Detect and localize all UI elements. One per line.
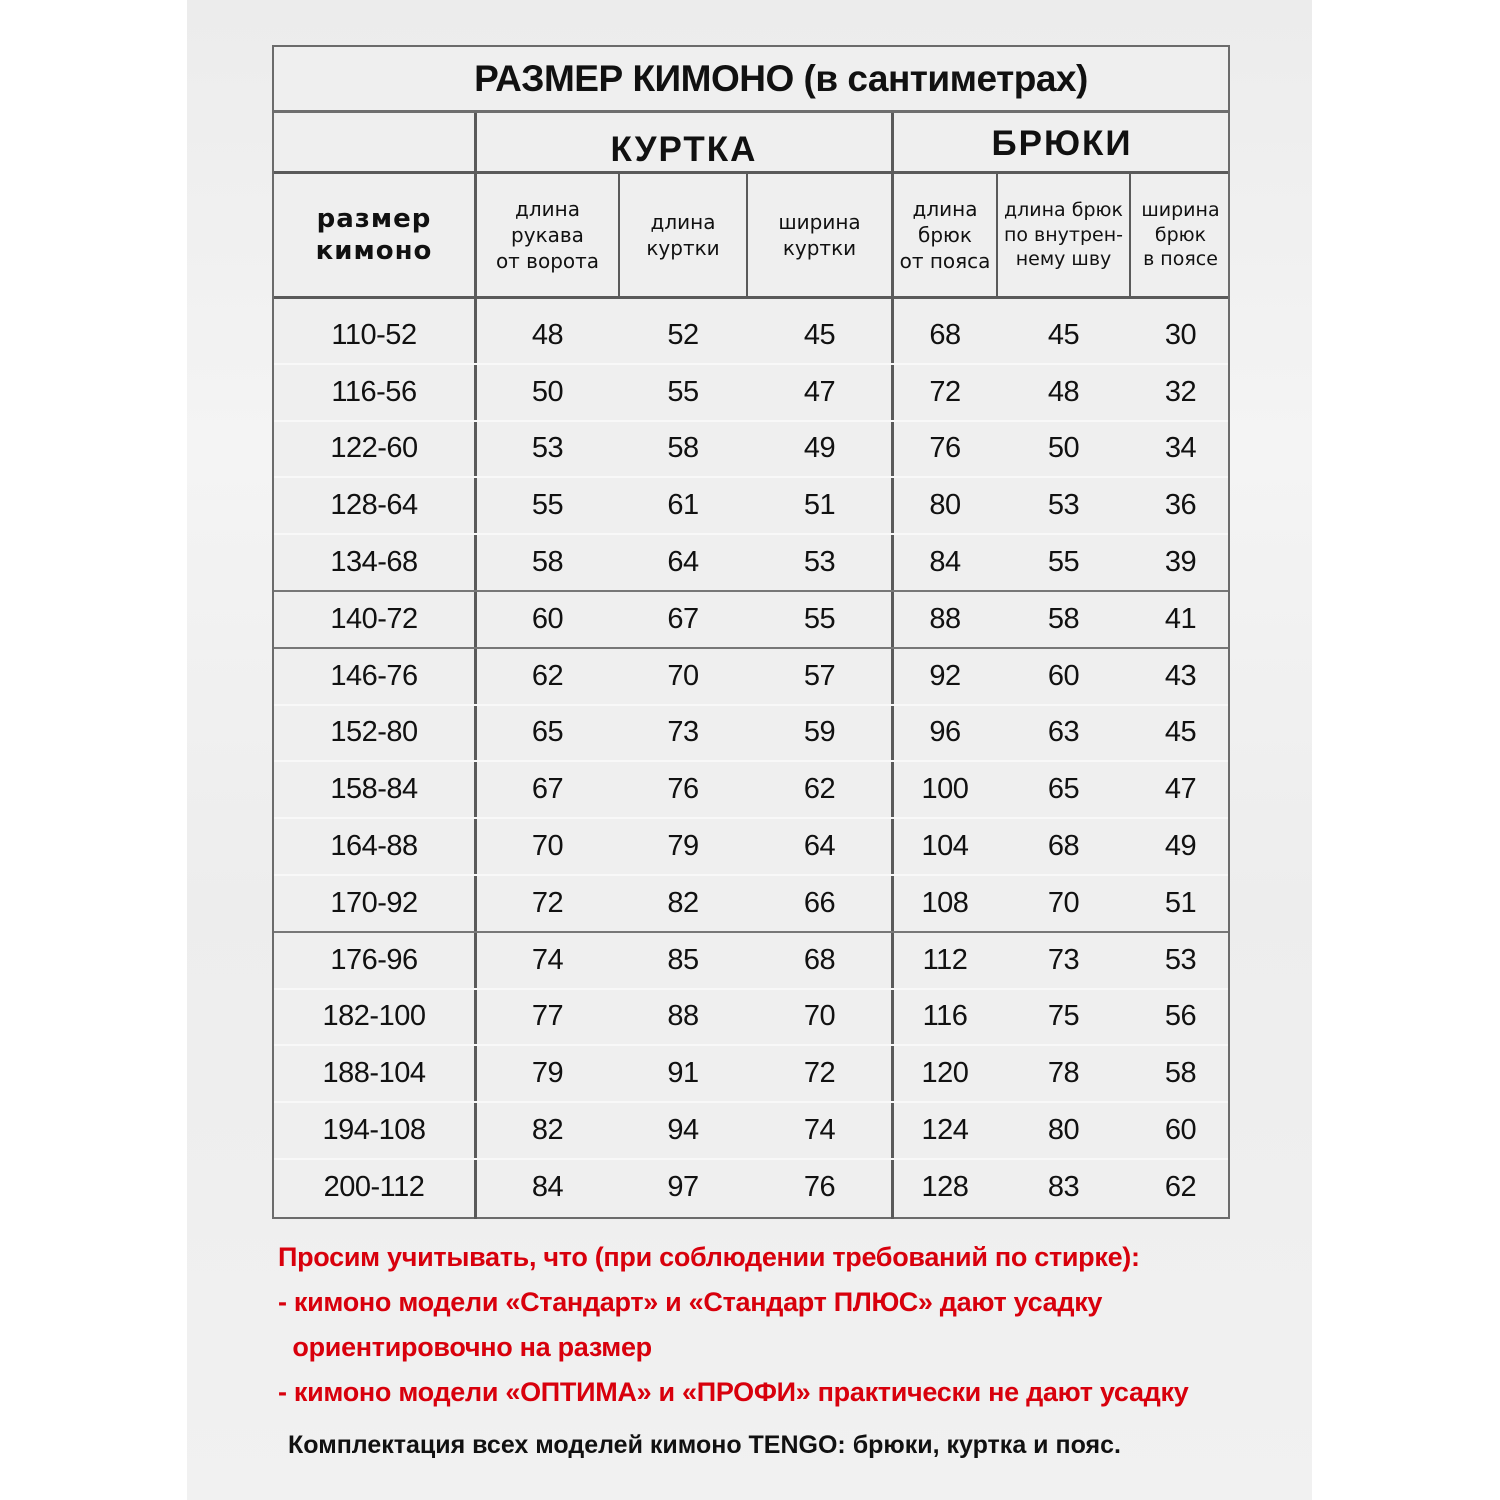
value-cell: 60 [1047, 659, 1080, 692]
value-cell: 80 [929, 489, 961, 522]
column-header-jacket-length: длина куртки [646, 210, 720, 260]
note-line: - кимоно модели «Стандарт» и «Стандарт ПЛЮС» дают усадку [278, 1287, 1103, 1317]
value-cell: 72 [803, 1057, 836, 1090]
value-cell: 70 [803, 1000, 836, 1033]
column-header-jacket-width: ширина куртки [778, 210, 861, 260]
value-cell: 94 [667, 1114, 699, 1147]
value-cell: 88 [929, 602, 961, 635]
value-cell: 34 [1164, 432, 1197, 465]
value-cell: 97 [667, 1170, 699, 1203]
value-cell: 62 [1164, 1170, 1197, 1203]
value-cell: 48 [1047, 375, 1080, 408]
value-cell: 75 [1047, 1000, 1080, 1033]
value-cell: 88 [667, 1000, 699, 1033]
value-cell: 55 [531, 489, 564, 522]
value-cell: 77 [531, 1000, 564, 1033]
value-cell: 78 [1047, 1057, 1080, 1090]
value-cell: 57 [803, 659, 836, 692]
table-row [274, 705, 1228, 762]
table-row [274, 1159, 1228, 1216]
value-cell: 67 [667, 602, 699, 635]
value-cell: 49 [1164, 830, 1197, 863]
value-cell: 58 [531, 546, 564, 579]
value-cell: 68 [803, 943, 836, 976]
value-cell: 74 [803, 1114, 836, 1147]
size-cell: 128-64 [330, 489, 418, 522]
value-cell: 32 [1164, 375, 1197, 408]
value-cell: 108 [921, 886, 969, 919]
size-cell: 122-60 [330, 432, 418, 465]
value-cell: 55 [803, 602, 836, 635]
size-cell: 194-108 [322, 1114, 426, 1147]
value-cell: 64 [667, 546, 699, 579]
size-cell: 188-104 [322, 1057, 426, 1090]
value-cell: 53 [531, 432, 564, 465]
size-cell: 134-68 [330, 546, 418, 579]
value-cell: 39 [1164, 546, 1197, 579]
size-cell: 158-84 [330, 773, 418, 806]
value-cell: 83 [1047, 1170, 1080, 1203]
table-row [274, 989, 1228, 1046]
value-cell: 41 [1164, 602, 1197, 635]
value-cell: 68 [929, 318, 961, 351]
value-cell: 128 [921, 1170, 969, 1203]
size-cell: 182-100 [322, 1000, 426, 1033]
size-cell: 170-92 [330, 886, 418, 919]
value-cell: 96 [929, 716, 961, 749]
value-cell: 74 [531, 943, 564, 976]
value-cell: 62 [531, 659, 564, 692]
column-header-size: размер кимоно [315, 203, 433, 266]
value-cell: 63 [1047, 716, 1080, 749]
value-cell: 56 [1164, 1000, 1197, 1033]
column-header-pants-inseam: длина брюк по внутрен- нему шву [1003, 198, 1124, 271]
value-cell: 68 [1047, 830, 1080, 863]
value-cell: 84 [929, 546, 961, 579]
value-cell: 53 [1047, 489, 1080, 522]
value-cell: 52 [667, 318, 699, 351]
value-cell: 76 [929, 432, 961, 465]
value-cell: 64 [803, 830, 836, 863]
size-cell: 140-72 [330, 602, 418, 635]
table-row [274, 591, 1228, 648]
group-header-jacket: КУРТКА [610, 130, 758, 169]
value-cell: 79 [667, 830, 699, 863]
value-cell: 53 [803, 546, 836, 579]
divider [274, 296, 1228, 299]
note-line: - кимоно модели «ОПТИМА» и «ПРОФИ» практически не дают усадку [278, 1377, 1189, 1407]
value-cell: 73 [667, 716, 699, 749]
size-cell: 110-52 [331, 318, 417, 351]
value-cell: 82 [531, 1114, 564, 1147]
value-cell: 58 [1164, 1057, 1197, 1090]
table-row [274, 761, 1228, 818]
size-cell: 152-80 [330, 716, 418, 749]
table-row [274, 1045, 1228, 1102]
value-cell: 65 [531, 716, 564, 749]
value-cell: 80 [1047, 1114, 1080, 1147]
value-cell: 104 [921, 830, 969, 863]
value-cell: 50 [531, 375, 564, 408]
value-cell: 62 [803, 773, 836, 806]
group-header-pants: БРЮКИ [991, 124, 1133, 163]
value-cell: 45 [803, 318, 836, 351]
footer-text: Комплектация всех моделей кимоно TENGO: брюки, куртка и пояс. [288, 1431, 1121, 1459]
note-line: ориентировочно на размер [278, 1332, 652, 1362]
column-header-pants-waist: ширина брюк в поясе [1141, 198, 1220, 271]
table-row [274, 307, 1228, 364]
value-cell: 84 [531, 1170, 564, 1203]
value-cell: 76 [667, 773, 699, 806]
value-cell: 47 [1164, 773, 1197, 806]
table-row [274, 477, 1228, 534]
size-cell: 116-56 [331, 375, 417, 408]
size-table [272, 45, 1230, 1219]
table-row [274, 648, 1228, 705]
value-cell: 116 [922, 1000, 968, 1033]
value-cell: 50 [1047, 432, 1080, 465]
value-cell: 60 [1164, 1114, 1197, 1147]
value-cell: 79 [531, 1057, 564, 1090]
size-cell: 176-96 [330, 943, 418, 976]
value-cell: 51 [1164, 886, 1197, 919]
value-cell: 112 [922, 943, 968, 976]
size-cell: 200-112 [323, 1170, 425, 1203]
value-cell: 45 [1047, 318, 1080, 351]
value-cell: 58 [1047, 602, 1080, 635]
table-row [274, 875, 1228, 932]
value-cell: 45 [1164, 716, 1197, 749]
size-cell: 164-88 [330, 830, 418, 863]
value-cell: 91 [667, 1057, 699, 1090]
column-header-sleeve: длина рукава от ворота [495, 197, 600, 273]
value-cell: 66 [803, 886, 836, 919]
table-title: РАЗМЕР КИМОНО (в сантиметрах) [274, 47, 1228, 113]
table-row [274, 818, 1228, 875]
value-cell: 70 [667, 659, 699, 692]
value-cell: 67 [531, 773, 564, 806]
value-cell: 58 [667, 432, 699, 465]
value-cell: 49 [803, 432, 836, 465]
value-cell: 65 [1047, 773, 1080, 806]
value-cell: 30 [1164, 318, 1197, 351]
value-cell: 60 [531, 602, 564, 635]
value-cell: 92 [929, 659, 961, 692]
table-row [274, 932, 1228, 989]
value-cell: 70 [531, 830, 564, 863]
table-row [274, 364, 1228, 421]
table-row [274, 421, 1228, 478]
value-cell: 82 [667, 886, 699, 919]
value-cell: 48 [531, 318, 564, 351]
value-cell: 55 [1047, 546, 1080, 579]
table-row [274, 1102, 1228, 1159]
value-cell: 120 [921, 1057, 969, 1090]
value-cell: 124 [921, 1114, 969, 1147]
value-cell: 76 [803, 1170, 836, 1203]
table-row [274, 534, 1228, 591]
column-header-pants-length: длина брюк от пояса [899, 197, 991, 273]
value-cell: 73 [1047, 943, 1080, 976]
value-cell: 70 [1047, 886, 1080, 919]
value-cell: 85 [667, 943, 699, 976]
value-cell: 36 [1164, 489, 1197, 522]
value-cell: 72 [929, 375, 961, 408]
value-cell: 55 [667, 375, 699, 408]
value-cell: 59 [803, 716, 836, 749]
note-line: Просим учитывать, что (при соблюдении требований по стирке): [278, 1242, 1140, 1272]
value-cell: 61 [667, 489, 699, 522]
value-cell: 53 [1164, 943, 1197, 976]
size-cell: 146-76 [330, 659, 418, 692]
value-cell: 47 [803, 375, 836, 408]
value-cell: 100 [921, 773, 969, 806]
value-cell: 72 [531, 886, 564, 919]
value-cell: 43 [1164, 659, 1197, 692]
value-cell: 51 [803, 489, 836, 522]
